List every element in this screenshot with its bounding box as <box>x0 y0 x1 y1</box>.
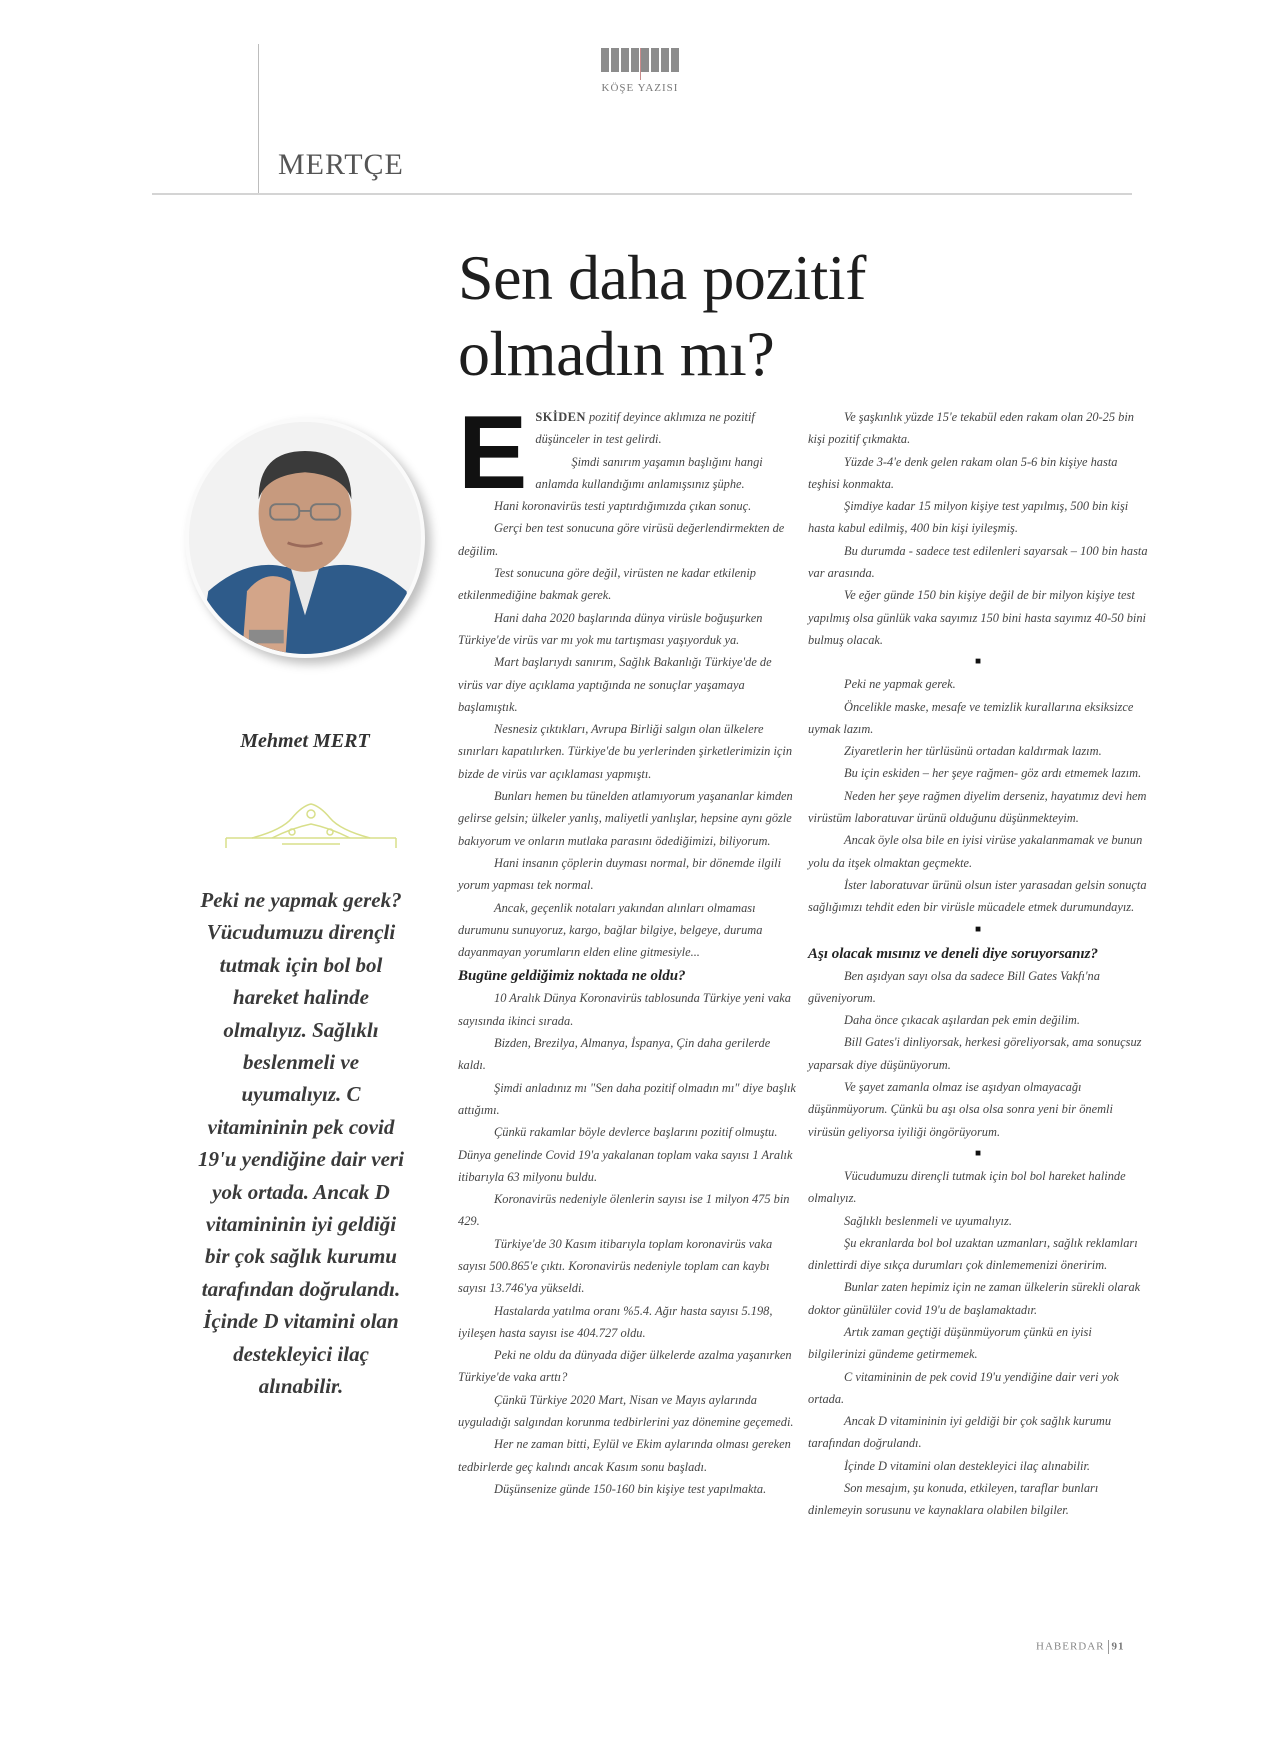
publication-name: HABERDAR <box>1036 1640 1105 1653</box>
paragraph: Sağlıklı beslenmeli ve uyumalıyız. <box>844 1213 1012 1228</box>
paragraph: C vitamininin de pek covid 19'u yendiğine dair veri yok ortada. <box>808 1369 1119 1406</box>
subheading: Bugüne geldiğimiz noktada ne oldu? <box>458 968 686 985</box>
article-column-1 <box>458 395 798 1500</box>
paragraph: Ancak öyle olsa bile en iyisi virüse yakalanmamak ve bunun yolu da itşek olmaktan geçmekte. <box>808 833 1143 870</box>
article-headline <box>458 240 866 392</box>
paragraph: Ve şaşkınlık yüzde 15'e tekabül eden rakam olan 20-25 bin kişi pozitif çıkmakta. <box>808 410 1134 447</box>
paragraph: Test sonucuna göre değil, virüsten ne kadar etkilenip etkilenmediğine bakmak gerek. <box>458 566 756 603</box>
paragraph: Şimdi sanırım yaşamın başlığını hangi anlamda kullandığımı anlamışsınız şüphe. <box>535 454 763 491</box>
paragraph: Her ne zaman bitti, Eylül ve Ekim aylarında olması gereken tedbirlerde geç kalındı ancak Kasım sonu başladı. <box>458 1437 791 1474</box>
author-portrait-icon <box>189 422 421 654</box>
paragraph: Bunlar zaten hepimiz için ne zaman ülkelerin sürekli olarak doktor günülüler covid 19'u de başlamaktadır. <box>808 1280 1141 1317</box>
paragraph: Ziyaretlerin her türlüsünü ortadan kaldırmak lazım. <box>844 744 1102 759</box>
paragraph: Daha önce çıkacak aşılardan pek emin değilim. <box>844 1013 1080 1028</box>
section-separator-icon: ■ <box>974 923 982 935</box>
author-name: Mehmet MERT <box>240 730 370 752</box>
barcode-icon <box>590 48 690 72</box>
paragraph: Bunları hemen bu tünelden atlamıyorum yaşananlar kimden gelirse gelsin; ülkeler yanlış, maliyetli yanlışlar, hepsine aynı gözle bakıyorum ve onların mutlaka parasını ödediğimizi, biliyorum. <box>458 789 793 848</box>
paragraph: Vücudumuzu dirençli tutmak için bol bol hareket halinde olmalıyız. <box>808 1168 1126 1206</box>
author-photo <box>185 418 425 658</box>
headline-line-1: Sen daha pozitif <box>458 242 866 313</box>
paragraph: Ve eğer günde 150 bin kişiye değil de bir milyon kişiye test yapılmış olsa günlük vaka sayımız 150 bini hasta sayımız 40-50 bini bulmuş olacak. <box>808 588 1146 647</box>
header-vertical-rule <box>258 44 259 194</box>
page-footer <box>1036 1640 1125 1654</box>
paragraph: Öncelikle maske, mesafe ve temizlik kurallarına eksiksizce uymak lazım. <box>808 699 1134 736</box>
masthead <box>590 48 690 94</box>
pull-quote: Peki ne yapmak gerek? Vücudumuzu dirençli tutmak için bol bol hareket halinde olmalıyız. Sağlıklı beslenmeli ve uyumalıyız. C vitamininin pek covid 19'u yendiğine dair veri yok ortada. Ancak D vitamininin iyi geldiği bir çok sağlık kurumu tarafından doğrulandı. İçinde D vitamini olan destekleyici ilaç alınabilir. <box>198 888 404 1399</box>
paragraph: Son mesajım, şu konuda, etkileyen, taraflar bunları dinlemeyin sorusunu ve kaynaklara olabilen bilgiler. <box>808 1481 1099 1518</box>
paragraph: Hani daha 2020 başlarında dünya virüsle boğuşurken Türkiye'de virüs var mı yok mu tartışması yaşıyorduk ya. <box>458 610 763 647</box>
paragraph: Artık zaman geçtiği düşünmüyorum çünkü en iyisi bilgilerinizi gündeme getirmemek. <box>808 1324 1092 1362</box>
paragraph: Şimdiye kadar 15 milyon kişiye test yapılmış, 500 bin kişi hasta kabul edilmiş, 400 bin kişi iyileşmiş. <box>808 499 1129 536</box>
footer-divider <box>1108 1640 1109 1654</box>
paragraph: Bizden, Brezilya, Almanya, İspanya, Çin daha gerilerde kaldı. <box>458 1036 771 1073</box>
paragraph: Hastalarda yatılma oranı %5.4. Ağır hasta sayısı 5.198, iyileşen hasta sayısı ise 404.727 oldu. <box>458 1303 773 1340</box>
paragraph: İster laboratuvar ürünü olsun ister yarasadan gelsin sonuçta sağlığımızı tehdit eden bir virüsle mücadele etmek durumundayız. <box>808 877 1147 915</box>
paragraph: Koronavirüs nedeniyle ölenlerin sayısı ise 1 milyon 475 bin 429. <box>458 1192 790 1229</box>
paragraph: Gerçi ben test sonucuna göre virüsü değerlendirmekten de değilim. <box>458 521 785 558</box>
paragraph: Çünkü rakamlar böyle devlerce başlarını pozitif olmuştu. Dünya genelinde Covid 19'a yakalanan toplam vaka sayısı 1 Aralık itibarıyla 63 milyonu buldu. <box>458 1125 793 1184</box>
paragraph: 10 Aralık Dünya Koronavirüs tablosunda Türkiye yeni vaka sayısında ikinci sırada. <box>458 991 791 1028</box>
paragraph: Türkiye'de 30 Kasım itibarıyla toplam koronavirüs vaka sayısı 500.865'e çıktı. Koronavirüs nedeniyle toplam can kaybı sayısı 13.746'ya yükseldi. <box>458 1236 773 1296</box>
paragraph: Düşünsenize günde 150-160 bin kişiye test yapılmakta. <box>494 1481 767 1496</box>
paragraph: Mart başlarıydı sanırım, Sağlık Bakanlığı Türkiye'de de virüs var diye açıklama yaptığında ne sonuçlar yaşamaya başlamıştık. <box>458 655 772 714</box>
paragraph: Çünkü Türkiye 2020 Mart, Nisan ve Mayıs aylarında uyguladığı salgından korunma tedbirlerini yaz dönemine geçemedi. <box>458 1392 794 1430</box>
lead-word: SKİDEN <box>535 410 586 424</box>
lead-text: pozitif deyince aklımıza ne pozitif düşünceler in test gelirdi. <box>535 410 755 447</box>
ornament-divider-icon <box>222 800 400 850</box>
paragraph: İçinde D vitamini olan destekleyici ilaç alınabilir. <box>844 1458 1091 1473</box>
header-horizontal-rule <box>152 193 1132 195</box>
paragraph: Ve şayet zamanla olmaz ise aşıdyan olmayacağı düşünmüyorum. Çünkü bu aşı olsa olsa sonra yeni bir önemli virüsün geliyorsa iyiliği öngörüyorum. <box>808 1080 1113 1139</box>
paragraph: Şimdi anladınız mı "Sen daha pozitif olmadın mı" diye başlık attığımı. <box>458 1080 796 1117</box>
section-title: MERTÇE <box>278 148 404 181</box>
paragraph: Peki ne yapmak gerek. <box>844 677 956 692</box>
paragraph: Peki ne oldu da dünyada diğer ülkelerde azalma yaşanırken Türkiye'de vaka arttı? <box>458 1348 792 1385</box>
paragraph: Hani insanın çöplerin duyması normal, bir dönemde ilgili yorum yapması tek normal. <box>458 855 782 893</box>
drop-cap: E <box>458 395 528 511</box>
paragraph: Ancak, geçenlik notaları yakından alınları olmaması durumunu sunuyoruz, kargo, bağlar bilgiye, belgeye, duruma dayanmayan yorumların elden eline gitmesiyle... <box>458 900 763 960</box>
page-number: 91 <box>1111 1640 1125 1653</box>
section-separator-icon: ■ <box>974 656 982 668</box>
paragraph: Ancak D vitamininin iyi geldiği bir çok sağlık kurumu tarafından doğrulandı. <box>808 1414 1112 1451</box>
column-kicker: KÖŞE YAZISI <box>601 82 679 94</box>
subheading: Aşı olacak mısınız ve deneli diye soruyorsanız? <box>808 945 1099 962</box>
headline-line-2: olmadın mı? <box>458 318 775 389</box>
paragraph: Ben aşıdyan sayı olsa da sadece Bill Gates Vakfı'na güveniyorum. <box>808 968 1100 1005</box>
paragraph: Neden her şeye rağmen diyelim derseniz, hayatımız devi hem virüstüm laboratuvar ürünü olduğunu düşünmekteyim. <box>808 788 1147 826</box>
paragraph: Şu ekranlarda bol bol uzaktan uzmanları, sağlık reklamları dinlettirdi diye sıkça durumları çok dinlememenizi öneririm. <box>808 1235 1138 1273</box>
section-separator-icon: ■ <box>974 1147 982 1159</box>
paragraph: Bu için eskiden – her şeye rağmen- göz ardı etmemek lazım. <box>844 766 1142 781</box>
paragraph: Hani koronavirüs testi yaptırdığımızda çıkan sonuç. <box>494 499 752 514</box>
article-column-2 <box>808 406 1148 1522</box>
paragraph: Nesnesiz çıktıkları, Avrupa Birliği salgın olan ülkelere sınırları kapatılırken. Türkiye'de bu yerlerinden şirketlerimizin için bizde de virüs var açıklaması yapmıştı. <box>458 722 793 781</box>
paragraph: Bu durumda - sadece test edilenleri sayarsak – 100 bin hasta var arasında. <box>808 543 1148 581</box>
paragraph: Bill Gates'i dinliyorsak, herkesi göreliyorsak, ama sonuçsuz yaparsak diye düşünüyorum. <box>808 1035 1142 1072</box>
paragraph: Yüzde 3-4'e denk gelen rakam olan 5-6 bin kişiye hasta teşhisi konmakta. <box>808 454 1118 491</box>
